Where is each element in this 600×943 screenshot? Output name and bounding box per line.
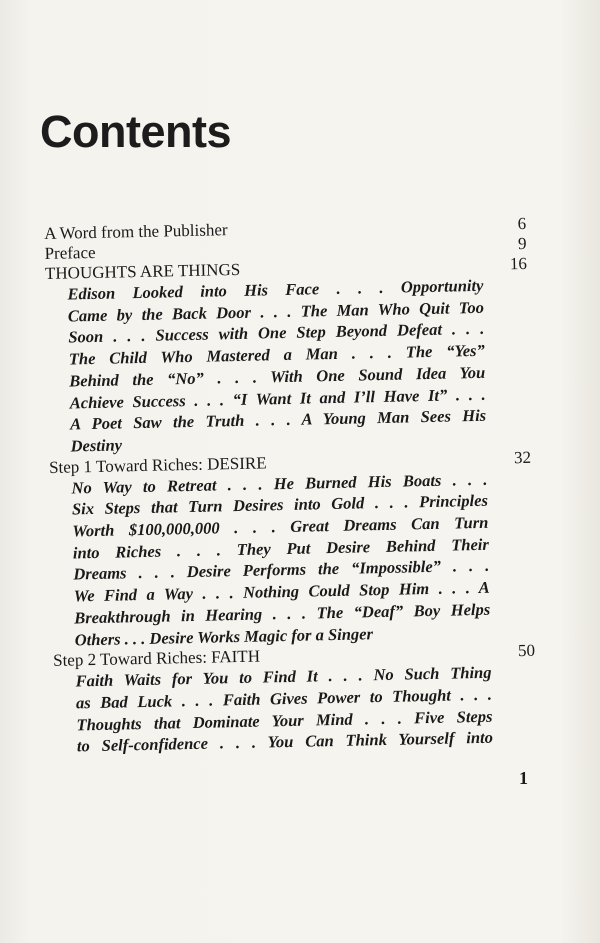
table-of-contents: [44, 214, 537, 758]
toc-entry-page: 50: [517, 641, 536, 661]
subtopic-line: Breakthrough in Hearing . . . The “Deaf” Boy Helps: [74, 599, 491, 628]
toc-entry-title: Preface: [44, 242, 96, 263]
subtopic-line: We Find a Way . . . Nothing Could Stop Him . . . A: [73, 577, 490, 606]
page-number: 1: [519, 768, 528, 788]
subtopic-line: Faith Waits for You to Find It . . . No Such Thing: [75, 662, 492, 691]
subtopic-line: The Child Who Mastered a Man . . . The “Yes”: [68, 340, 485, 369]
subtopic-line: Dreams . . . Desire Performs the “Impossible” . . .: [73, 556, 490, 584]
toc-subtopics-faith: [75, 662, 493, 758]
toc-entry-page: 16: [509, 253, 528, 274]
subtopic-line: A Poet Saw the Truth . . . A Young Man Sees His: [69, 406, 487, 434]
subtopic-line: Edison Looked into His Face . . . Opportunity: [67, 275, 484, 304]
subtopic-line: Soon . . . Success with One Step Beyond Defeat . . .: [68, 319, 485, 347]
toc-subtopics-desire: [71, 468, 491, 650]
toc-entry-page: 6: [517, 213, 527, 234]
subtopic-line: as Bad Luck . . . Faith Gives Power to Thought . . .: [75, 684, 493, 713]
toc-entry-title: Step 1 Toward Riches: DESIRE: [48, 453, 267, 477]
subtopic-line: No Way to Retreat . . . He Burned His Boats . . .: [71, 469, 488, 498]
toc-entry-title: THOUGHTS ARE THINGS: [44, 259, 241, 283]
toc-entry-title: A Word from the Publisher: [44, 220, 228, 243]
page-title: Contents: [40, 106, 231, 157]
subtopic-line: Destiny: [70, 435, 123, 456]
toc-entry-page: 32: [513, 447, 532, 467]
subtopic-line: Thoughts that Dominate Your Mind . . . Five Steps: [76, 706, 493, 735]
subtopic-line: Came by the Back Door . . . The Man Who Quit Too: [67, 297, 485, 326]
subtopic-line: to Self-confidence . . . You Can Think Yourself into: [76, 728, 494, 756]
subtopic-line: Others . . . Desire Works Magic for a Singer: [74, 623, 374, 649]
toc-entry-title: Step 2 Toward Riches: FAITH: [52, 646, 261, 671]
subtopic-line: Six Steps that Turn Desires into Gold . . . Principles: [71, 491, 489, 519]
subtopic-line: into Riches . . . They Put Desire Behind Their: [72, 534, 489, 563]
subtopic-line: Achieve Success . . . “I Want It and I’ll Have It” . . .: [69, 384, 486, 413]
subtopic-line: Behind the “No” . . . With One Sound Idea You: [69, 362, 486, 391]
toc-subtopics-thoughts: [67, 275, 487, 457]
subtopic-line: Worth $100,000,000 . . . Great Dreams Can Turn: [72, 512, 489, 541]
toc-entry-page: 9: [517, 233, 527, 254]
